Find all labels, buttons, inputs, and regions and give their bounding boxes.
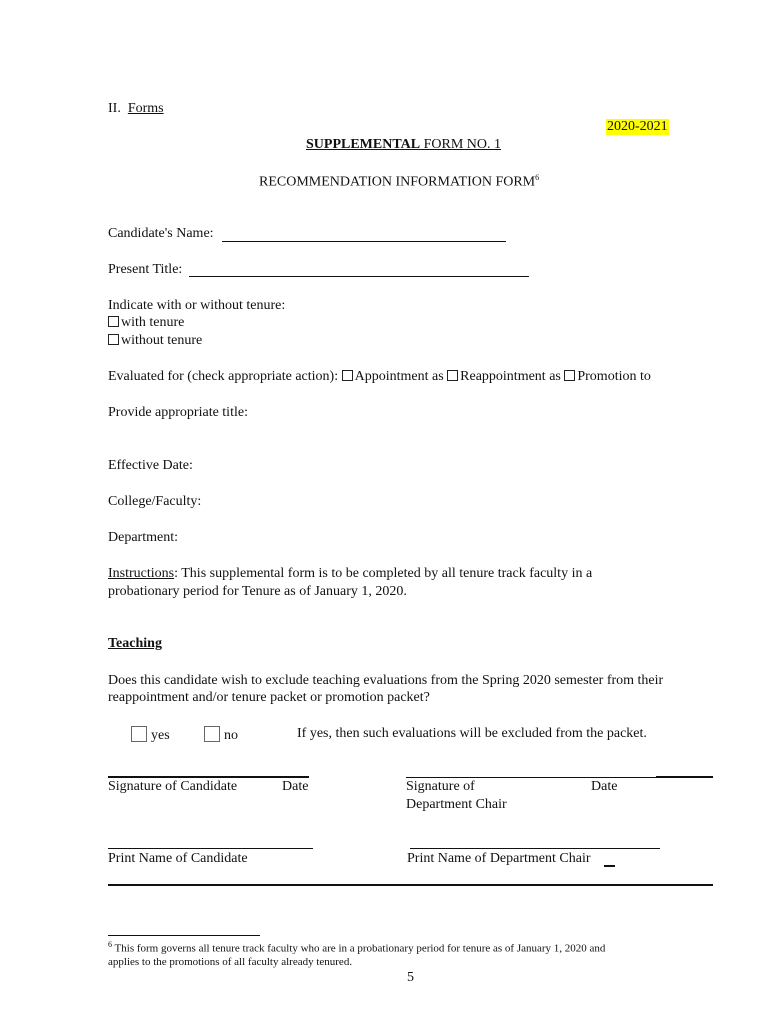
- section-heading: [108, 101, 164, 117]
- footnote-separator: [108, 935, 260, 936]
- present-title-label: Present Title:: [108, 262, 183, 277]
- print-chair-label: Print Name of Department Chair: [407, 851, 591, 866]
- without-tenure-label: without tenure: [121, 333, 203, 348]
- with-tenure-option[interactable]: [108, 315, 184, 331]
- section-divider: [108, 884, 713, 886]
- promotion-checkbox[interactable]: [564, 370, 575, 381]
- no-option[interactable]: [204, 726, 238, 744]
- chair-date-line[interactable]: [656, 776, 713, 778]
- instructions-label: Instructions: [108, 566, 175, 581]
- reappointment-checkbox[interactable]: [447, 370, 458, 381]
- footnote-number: 6: [108, 940, 112, 949]
- promotion-label: Promotion to: [577, 369, 651, 384]
- appointment-checkbox[interactable]: [342, 370, 353, 381]
- footnote-line-1: [108, 940, 605, 955]
- appropriate-title-label: Provide appropriate title:: [108, 405, 248, 420]
- chair-date-label: Date: [591, 779, 618, 794]
- yes-label: yes: [151, 728, 170, 743]
- yes-option[interactable]: [131, 726, 170, 744]
- reappointment-label: Reappointment as: [460, 369, 561, 384]
- college-label: College/Faculty:: [108, 494, 202, 509]
- footnote-line-2: applies to the promotions of all faculty already tenured.: [108, 956, 353, 968]
- no-label: no: [224, 728, 238, 743]
- candidate-signature-line[interactable]: [108, 776, 309, 778]
- yes-checkbox[interactable]: [131, 726, 147, 742]
- section-title: Forms: [127, 101, 164, 116]
- present-title-field[interactable]: [189, 276, 529, 277]
- candidate-signature-label: Signature of Candidate: [108, 779, 238, 794]
- instructions-text-1: : This supplemental form is to be completed by all tenure track faculty in a: [174, 566, 593, 581]
- department-label: Department:: [108, 530, 178, 545]
- appointment-label: Appointment as: [354, 369, 444, 384]
- exclusion-note: If yes, then such evaluations will be excluded from the packet.: [297, 726, 647, 741]
- effective-date-label: Effective Date:: [108, 458, 193, 473]
- teaching-heading: Teaching: [108, 636, 162, 651]
- no-checkbox[interactable]: [204, 726, 220, 742]
- print-candidate-line[interactable]: [108, 848, 313, 849]
- teaching-question-2: reappointment and/or tenure packet or promotion packet?: [108, 690, 430, 705]
- evaluated-for-label: Evaluated for (check appropriate action):: [108, 369, 339, 384]
- print-chair-underscore: [604, 865, 615, 867]
- with-tenure-label: with tenure: [121, 315, 185, 330]
- print-chair-line[interactable]: [410, 848, 660, 849]
- chair-title-label: Department Chair: [406, 797, 507, 812]
- section-number: II.: [108, 101, 121, 116]
- form-title: [306, 137, 501, 153]
- page-number: 5: [407, 970, 414, 985]
- with-tenure-checkbox[interactable]: [108, 316, 119, 327]
- print-candidate-label: Print Name of Candidate: [108, 851, 248, 866]
- candidate-name-label: Candidate's Name:: [108, 226, 214, 241]
- tenure-prompt: Indicate with or without tenure:: [108, 298, 286, 313]
- footnote-ref: 6: [535, 173, 540, 182]
- candidate-name-field[interactable]: [222, 241, 506, 242]
- teaching-question-1: Does this candidate wish to exclude teaching evaluations from the Spring 2020 semester from their: [108, 673, 664, 688]
- form-title-bold: SUPPLEMENTAL: [306, 137, 421, 152]
- year-badge: 2020-2021: [607, 119, 668, 134]
- form-subtitle-text: RECOMMENDATION INFORMATION FORM: [259, 174, 536, 190]
- footnote-text-1: This form governs all tenure track faculty who are in a probationary period for tenure as of January 1, 2020 and: [112, 942, 606, 955]
- without-tenure-option[interactable]: [108, 333, 202, 349]
- chair-signature-line[interactable]: [406, 777, 656, 778]
- instructions-line-1: [108, 566, 592, 582]
- form-subtitle: [259, 173, 539, 191]
- candidate-date-label: Date: [282, 779, 309, 794]
- form-title-rest: FORM NO. 1: [420, 137, 501, 152]
- evaluated-for-row: [108, 369, 651, 385]
- chair-signature-label: Signature of: [406, 779, 475, 794]
- instructions-line-2: probationary period for Tenure as of January 1, 2020.: [108, 584, 407, 599]
- without-tenure-checkbox[interactable]: [108, 334, 119, 345]
